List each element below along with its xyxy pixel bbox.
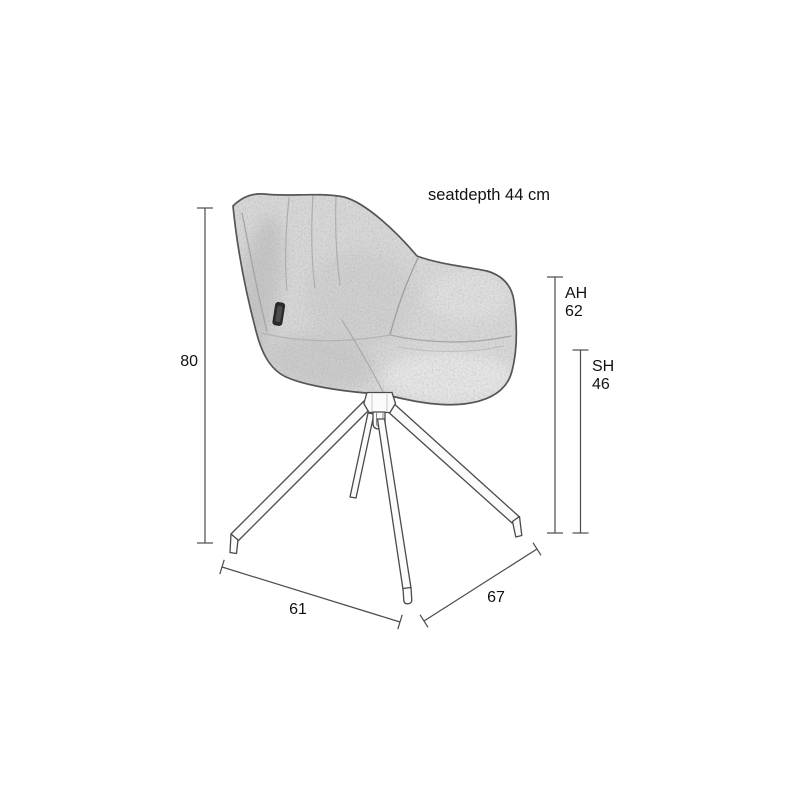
arm-height-value: 62 [565, 303, 583, 320]
seatdepth-label: seatdepth 44 cm [428, 186, 550, 204]
base-width-value: 61 [289, 601, 307, 618]
height-dimension [180, 208, 213, 543]
leg-right [386, 401, 519, 523]
height-value: 80 [180, 353, 198, 370]
base-hub [364, 393, 396, 413]
leg-front-foot [403, 588, 412, 604]
seat-height-dimension [573, 350, 615, 533]
seat-height-label: SH [592, 358, 615, 375]
chair-shell [210, 180, 540, 420]
leg-front [378, 419, 412, 590]
base-depth-dimension [420, 543, 541, 628]
chair-illustration [210, 180, 540, 604]
arm-height-label: AH [565, 285, 588, 302]
base-width-dimension [220, 560, 402, 629]
base-depth-value: 67 [487, 589, 505, 606]
leg-left [231, 401, 369, 541]
swivel-base [230, 393, 522, 604]
arm-height-dimension [547, 277, 587, 533]
seat-height-value: 46 [592, 376, 610, 393]
